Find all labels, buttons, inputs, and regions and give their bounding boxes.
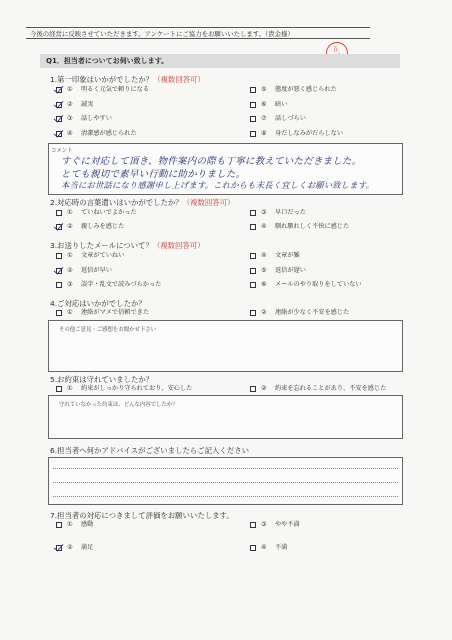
option-number: ① <box>67 86 73 93</box>
question-7-title: 7.担当者の対応につきまして評価をお願いいたします。 <box>50 511 234 520</box>
question-4-title: 4.ご対応はいかがでしたか？ <box>50 299 146 308</box>
option-label: 話しづらい <box>275 115 306 122</box>
option-label: 返信が遅い <box>275 266 306 274</box>
option-number: ① <box>67 521 73 528</box>
option-checkbox[interactable] <box>250 545 256 551</box>
option-label: 文章がていねい <box>81 252 125 259</box>
option-checkbox[interactable] <box>56 87 62 93</box>
option-number: ② <box>67 266 73 274</box>
option-number: ② <box>261 309 267 316</box>
option-number: ⑤ <box>261 266 267 274</box>
option-checkbox[interactable] <box>56 282 62 288</box>
opinion-box[interactable] <box>48 320 403 372</box>
option-number: ④ <box>261 252 267 259</box>
option-label: 話しやすい <box>81 115 112 122</box>
option-number: ⑧ <box>261 129 267 137</box>
option-number: ③ <box>67 281 73 288</box>
option-checkbox[interactable] <box>250 522 256 528</box>
question-2-title <box>50 197 234 208</box>
option-checkbox[interactable] <box>250 131 256 137</box>
question-2-hint: （複数回答可） <box>182 198 235 207</box>
option-label: メールのやり取りをしていない <box>275 281 362 288</box>
comment-label: コメント <box>51 148 73 154</box>
option-number: ② <box>261 385 267 392</box>
option-checkbox[interactable] <box>250 282 256 288</box>
option-number: ② <box>67 223 73 230</box>
question-1-title <box>50 74 205 85</box>
comment-box[interactable] <box>48 143 403 195</box>
option-checkbox[interactable] <box>250 253 256 259</box>
option-label: やや不満 <box>275 521 300 528</box>
comment-line-1: すぐに対応して頂き、物件案内の際も丁寧に教えていただきました。 <box>61 156 362 167</box>
option-number: ③ <box>261 521 267 528</box>
option-label: 清潔感が感じられた <box>81 129 137 137</box>
advice-line-1 <box>53 468 398 469</box>
option-number: ② <box>67 544 73 551</box>
option-checkbox[interactable] <box>250 116 256 122</box>
promise-box[interactable] <box>48 395 403 439</box>
q1-header: Q1．担当者についてお伺い致します。 <box>40 54 400 68</box>
option-label: 不満 <box>275 544 288 551</box>
approval-stamp: 正 <box>324 40 350 66</box>
option-label: 約束を忘れることがあり、不安を感じた <box>275 385 387 392</box>
option-checkbox[interactable] <box>250 87 256 93</box>
question-6-title: 6.担当者へ何かアドバイスがございましたらご記入ください <box>50 446 249 455</box>
option-label: 文章が雑 <box>275 252 300 259</box>
option-label: 明るく元気で頼りになる <box>81 86 150 93</box>
option-label: 連絡がマメで信頼できた <box>81 309 150 316</box>
option-checkbox[interactable] <box>250 102 256 108</box>
advice-box[interactable] <box>48 457 403 505</box>
option-number: ① <box>67 252 73 259</box>
option-label: 返信が早い <box>81 266 112 274</box>
comment-line-3: 本当にお世話になり感謝申し上げます。これからも末長く宜しくお願い致します。 <box>61 180 375 190</box>
option-label: 早口だった <box>275 209 306 216</box>
option-label: 親しみを感じた <box>81 223 125 230</box>
option-checkbox[interactable] <box>56 522 62 528</box>
option-checkbox[interactable] <box>56 116 62 122</box>
option-checkbox[interactable] <box>250 210 256 216</box>
option-number: ⑦ <box>261 115 267 122</box>
option-number: ⑥ <box>261 100 267 108</box>
option-label: 態度が悪く感じられた <box>275 86 337 93</box>
option-checkbox[interactable] <box>56 102 62 108</box>
advice-line-3 <box>53 496 398 497</box>
question-5-title: 5.お約束は守れていましたか？ <box>50 375 154 384</box>
option-number: ④ <box>261 544 267 551</box>
option-checkbox[interactable] <box>250 268 256 274</box>
advice-line-2 <box>53 482 398 483</box>
question-1-hint: （複数回答可） <box>153 75 205 84</box>
option-number: ④ <box>67 129 73 137</box>
option-number: ① <box>67 309 73 316</box>
question-3-title <box>50 240 205 251</box>
question-3-hint: （複数回答可） <box>152 241 205 250</box>
option-checkbox[interactable] <box>56 310 62 316</box>
option-checkbox[interactable] <box>56 268 62 274</box>
option-checkbox[interactable] <box>250 224 256 230</box>
option-label: 馴れ馴れしく不快に感じた <box>275 223 350 230</box>
option-number: ⑥ <box>261 281 267 288</box>
option-label: 誤字・乱文で読みづらかった <box>81 281 162 288</box>
option-checkbox[interactable] <box>56 224 62 230</box>
option-number: ⑤ <box>261 86 267 93</box>
option-checkbox[interactable] <box>250 386 256 392</box>
option-checkbox[interactable] <box>250 310 256 316</box>
survey-banner: 今後の経営に反映させていただきます。アンケートにご協力をお願いいたします。（貴金様） <box>26 27 370 39</box>
option-checkbox[interactable] <box>56 253 62 259</box>
option-label: 暗い <box>275 100 288 108</box>
option-number: ① <box>67 209 73 216</box>
option-number: ③ <box>67 115 73 122</box>
option-number: ③ <box>261 209 267 216</box>
question-3-text: 3.お送りしたメールについて？ <box>50 241 153 250</box>
option-label: 満足 <box>81 544 94 551</box>
option-label: 感動 <box>81 521 94 528</box>
option-label: 身だしなみがだらしない <box>275 129 344 137</box>
option-label: ていねいでよかった <box>81 209 137 216</box>
option-checkbox[interactable] <box>56 386 62 392</box>
comment-line-2: とても親切で素早い行動に助かりました。 <box>61 169 246 180</box>
promise-box-label: 守れていなかった約束は、どんな内容でしたか？ <box>59 402 178 408</box>
option-checkbox[interactable] <box>56 545 62 551</box>
option-checkbox[interactable] <box>56 131 62 137</box>
option-number: ② <box>67 100 73 108</box>
option-number: ① <box>67 385 73 392</box>
opinion-box-label: その他ご意見・ご感想をお聞かせ下さい <box>59 327 157 333</box>
option-label: 連絡が少なく不安を感じた <box>275 309 350 316</box>
option-label: 約束がしっかり守られており、安心した <box>81 385 193 392</box>
question-2-text: 2.対応時の言葉遣いはいかがでしたか？ <box>50 198 183 207</box>
option-number: ④ <box>261 223 267 230</box>
option-checkbox[interactable] <box>56 210 62 216</box>
option-label: 誠実 <box>81 100 94 108</box>
question-1-text: 1.第一印象はいかがでしたか？ <box>50 75 154 84</box>
